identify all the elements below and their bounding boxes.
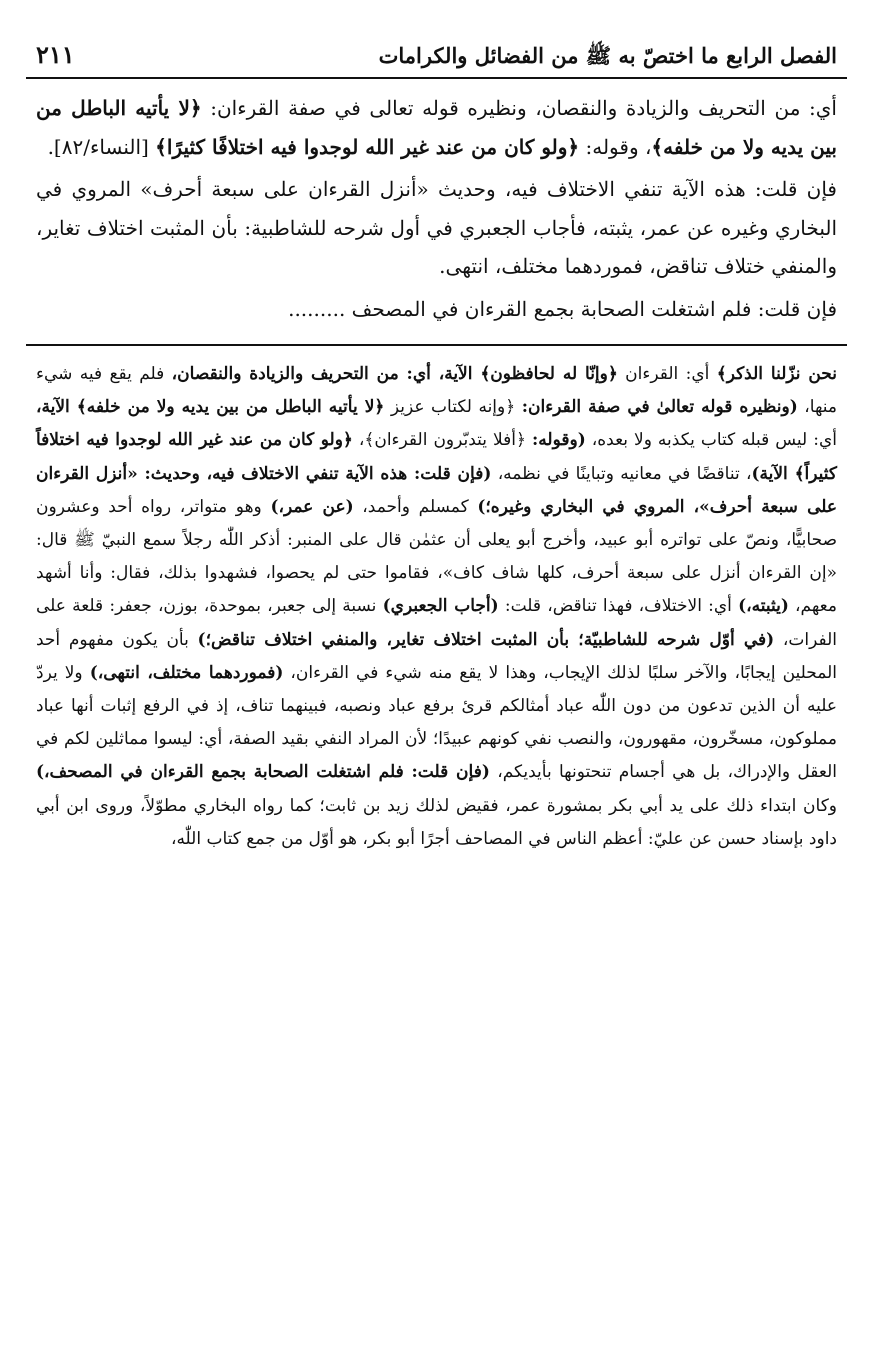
quoted-text: (يثبته،) xyxy=(738,596,789,617)
quoted-text: ﴿لا يأتيه الباطل من بين يديه ولا من خلفه﴾ الآية، xyxy=(36,397,385,418)
quoted-text: (فإن قلت: هذه الآية تنفي الاختلاف فيه، وحديث: «أنزل القرءان على سبعة أحرف»، المروي في البخاري وغيره؛) xyxy=(36,463,838,517)
quoted-text: (فموردهما مختلف، انتهى،) xyxy=(89,662,284,683)
quoted-text: ﴿وإنّا له لحافظون﴾ الآية، أي: من التحريف والزيادة والنقصان، xyxy=(171,364,618,384)
running-header xyxy=(26,40,847,79)
quoted-text: (وقوله: xyxy=(532,430,586,451)
main-text-span: ، وقوله: xyxy=(579,134,652,159)
page-number: ٢١١ xyxy=(36,40,75,69)
commentary-text xyxy=(26,358,847,856)
commentary-divider xyxy=(26,344,847,346)
chapter-title: الفصل الرابع ما اختصّ به ﷺ من الفضائل والكرامات xyxy=(378,43,837,68)
commentary-span: فلم يقع فيه شيء منها، xyxy=(36,364,838,418)
main-paragraph xyxy=(36,89,837,166)
main-paragraph: فإن قلت: هذه الآية تنفي الاختلاف فيه، وحديث «أنزل القرءان على سبعة أحرف» المروي في البخاري وغيره عن عمر، يثبته، فأجاب الجعبري في أول شرحه للشاطبية: بأن المثبت اختلاف تغاير، والمنفي ختلاف تناقض، فموردهما مختلف، انتهى. xyxy=(36,177,837,278)
quran-quote: ﴿لا يأتيه الباطل من بين يديه ولا من خلفه﴾ xyxy=(36,96,837,159)
commentary-span: أي: القرءان xyxy=(617,364,717,384)
quoted-text: نحن نزّلنا الذكر﴾ xyxy=(716,364,838,384)
commentary-span: أي: ليس قبله كتاب يكذبه ولا بعده، xyxy=(585,430,838,451)
main-paragraph: فإن قلت: فلم اشتغلت الصحابة بجمع القرءان في المصحف ......... xyxy=(288,296,837,321)
commentary-span: ﴿وإنه لكتاب عزيز xyxy=(384,397,522,418)
commentary-span: أي: الاختلاف، فهذا تناقض، قلت: xyxy=(498,596,739,617)
commentary-span: ولا يردّ عليه أن الذين تدعون من دون اللّٰه عباد أمثالكم قرئ برفع عباد ونصبه، فبينهما تناف، إذ في الرفع إثبات أنها عباد مملوكون، مسخّرون، مقهورون، والنصب نفي كونهم عبيدًا؛ لأن المراد النفي بقيد الصفة، أي: ليسوا مماثلين لكم في العقل والإدراك، بل هي أجسام تنحتونها بأيديكم، xyxy=(36,662,837,783)
commentary-span: ﴿أفلا يتدبّرون القرءان﴾، xyxy=(352,430,533,451)
main-text xyxy=(26,79,847,328)
commentary-span: وهو متواتر، رواه أحد وعشرون صحابيًّا، ونصّ على تواتره أبو عبيد، وأخرج أبو يعلى أن عثمٰن قال على المنبر: أذكر اللّٰه رجلاً سمع النبيّ ﷺ قال: «إن القرءان أنزل على سبعة أحرف، كلها شاف كاف»، فقاموا حتى لم يحصوا، فشهدوا بذلك، فقال: وأنا أشهد معهم، xyxy=(36,496,837,617)
commentary-span: ، تناقضًا في معانيه وتباينًا في نظمه، xyxy=(491,463,752,484)
quran-quote: ﴿ولو كان من عند غير الله لوجدوا فيه اختلافًا كثيرًا﴾ xyxy=(155,134,580,159)
quoted-text: (عن عمر،) xyxy=(270,496,354,517)
quoted-text: ﴿ولو كان من عند غير الله لوجدوا فيه اختلافاً كثيراً﴾ الآية) xyxy=(36,430,837,484)
quoted-text: (في أوّل شرحه للشاطبيّة؛ بأن المثبت اختلاف تغاير، والمنفي اختلاف تناقض؛) xyxy=(197,629,775,650)
verse-reference: [النساء/٨٢]. xyxy=(47,134,156,159)
commentary-span: وكان ابتداء ذلك على يد أبي بكر بمشورة عمر، فقيض لذلك زيد بن ثابت؛ كما رواه البخاري مطوّلاً، وروى ابن أبي داود بإسناد حسن عن عليّ: أعظم الناس في المصاحف أجرًا أبو بكر، هو أوّل من جمع كتاب اللّٰه، xyxy=(36,795,837,849)
quoted-text: (ونظيره قوله تعالىٰ في صفة القرءان: xyxy=(521,397,798,418)
main-text-span: أي: من التحريف والزيادة والنقصان، ونظيره قوله تعالى في صفة القرءان: xyxy=(201,96,837,120)
commentary-span: بأن يكون مفهوم أحد المحلين إيجابًا، والآخر سلبًا لذلك الإيجاب، وهذا لا يقع منه شيء في القرءان، xyxy=(36,629,837,683)
commentary-span: نسبة إلى جعبر، بموحدة، بوزن، جعفر: قلعة على الفرات، xyxy=(36,596,838,650)
quoted-text: (أجاب الجعبري) xyxy=(382,596,499,617)
commentary-span: كمسلم وأحمد، xyxy=(353,496,478,517)
quoted-text: (فإن قلت: فلم اشتغلت الصحابة بجمع القرءان في المصحف،) xyxy=(36,762,490,783)
